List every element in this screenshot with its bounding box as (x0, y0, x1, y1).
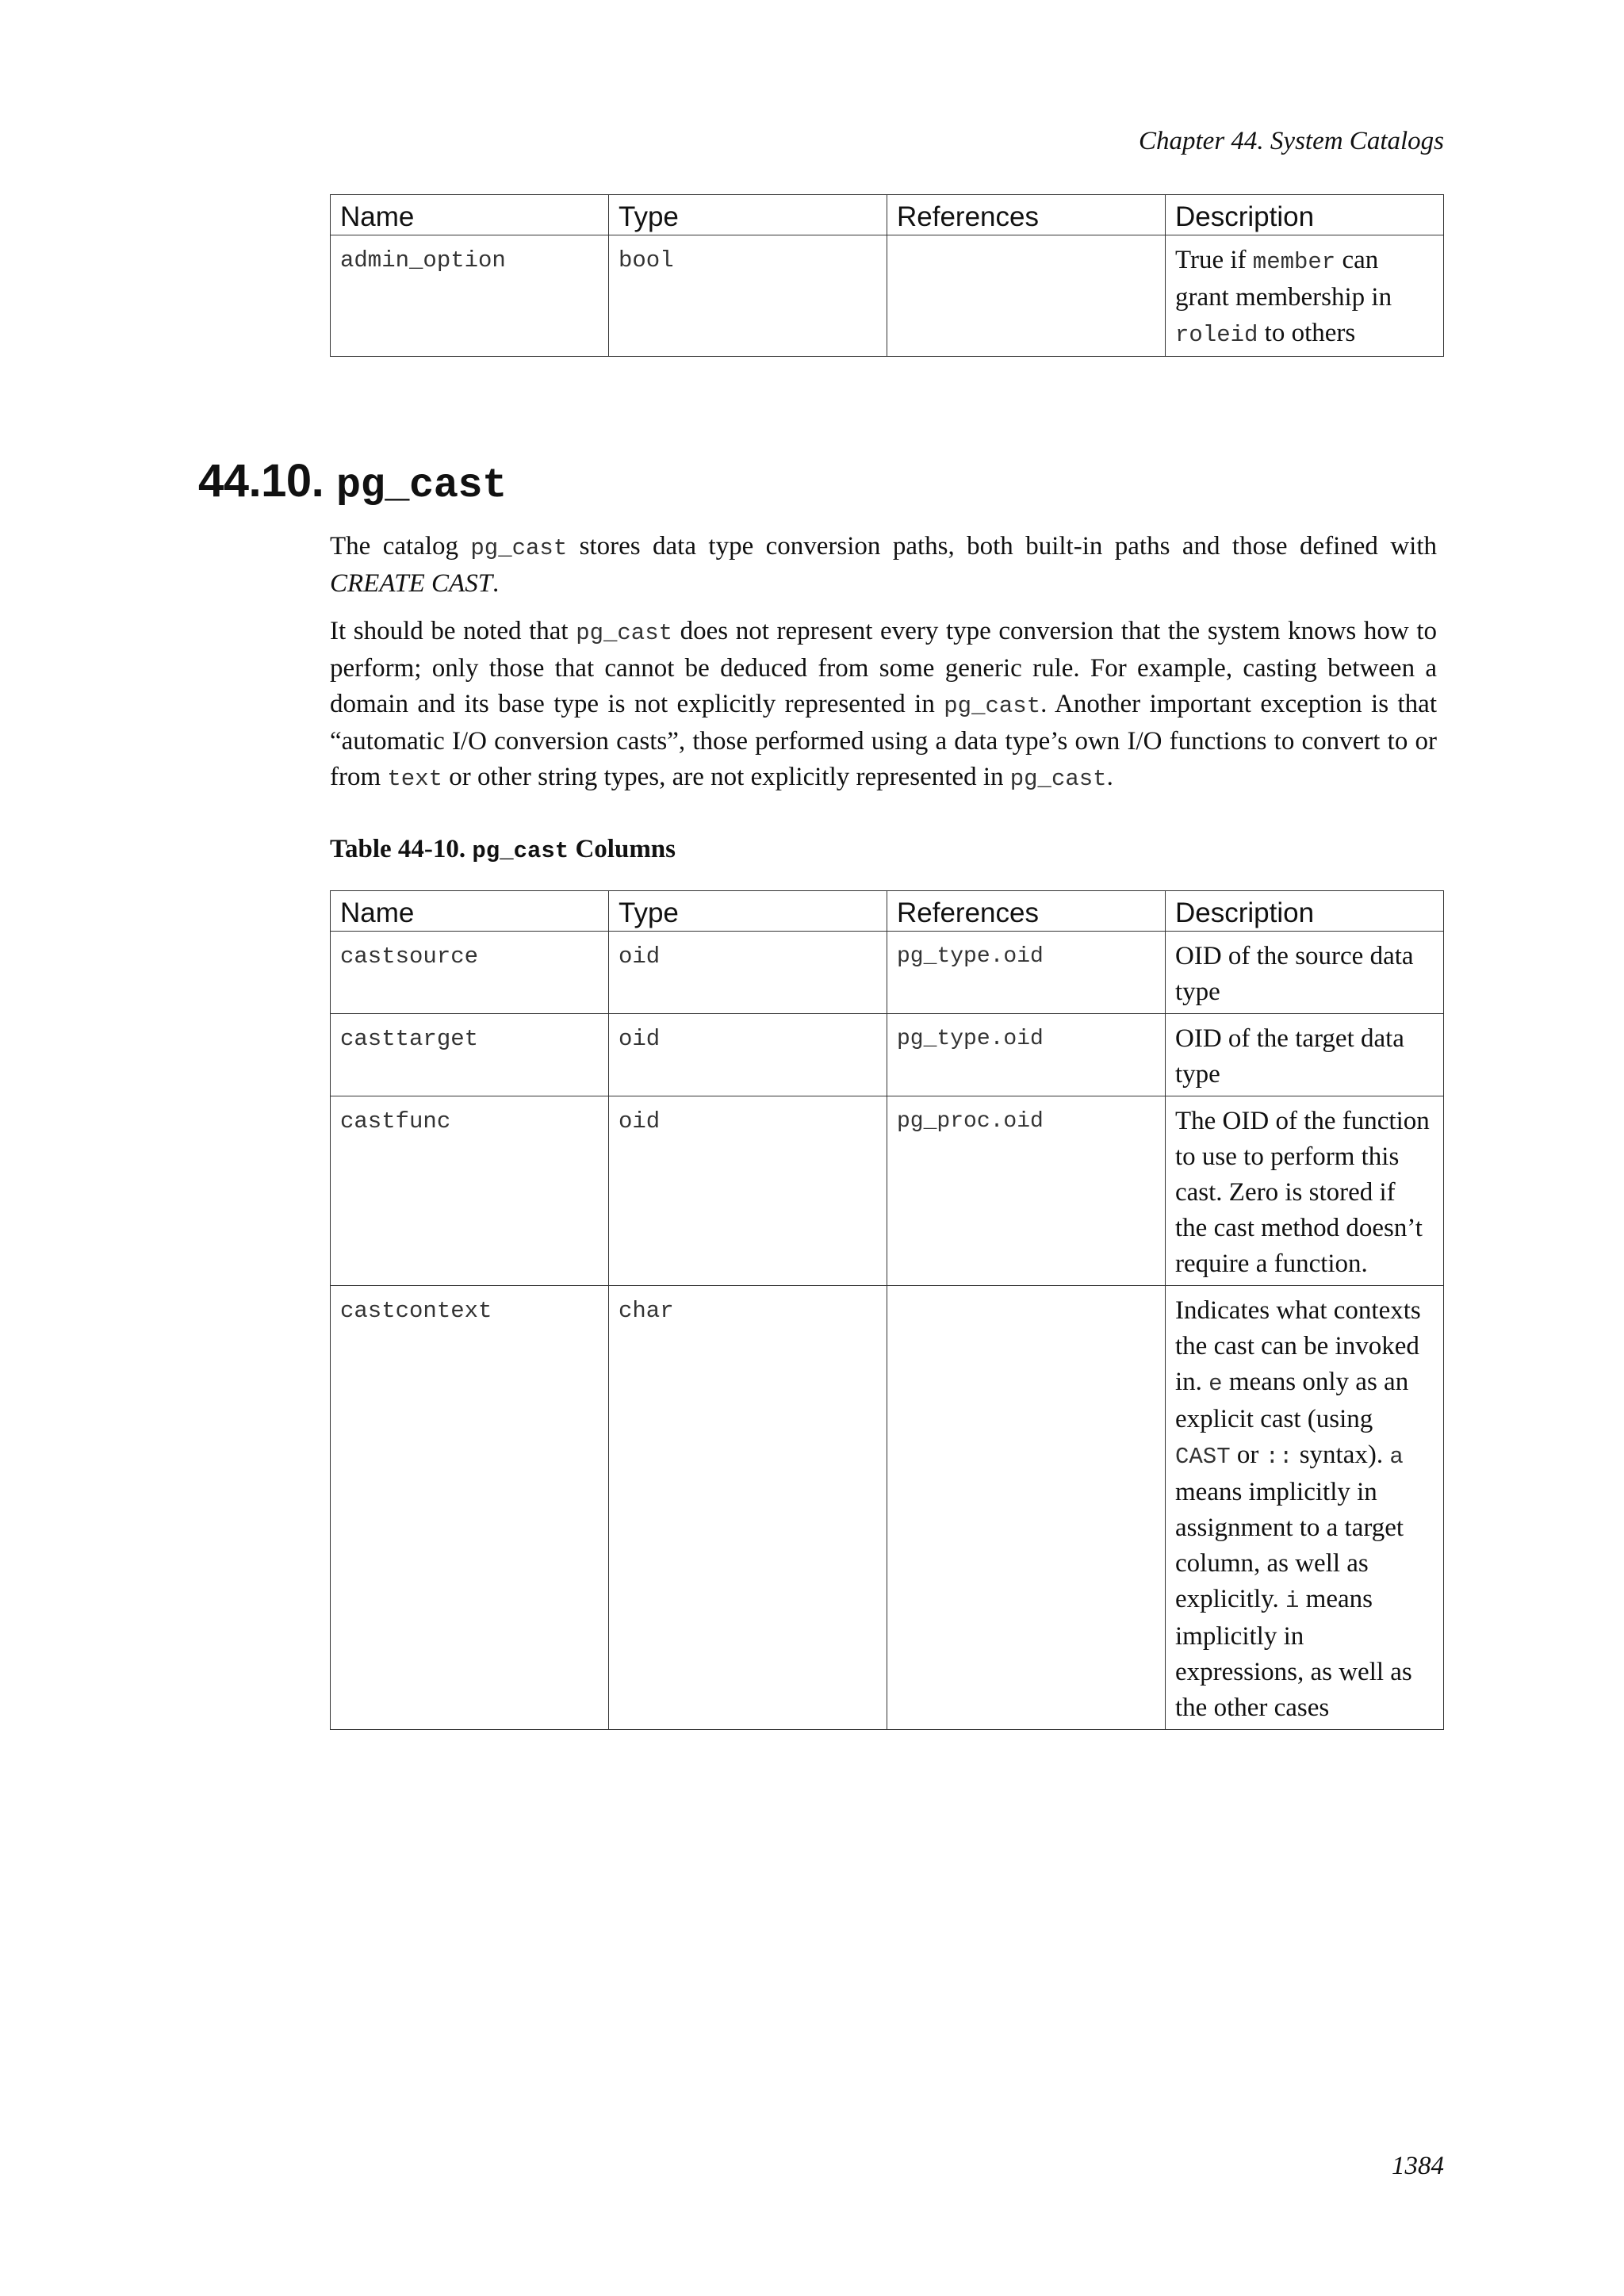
table-row (331, 1286, 1444, 1730)
cell-description: The OID of the function to use to perform this cast. Zero is stored if the cast method doesn’t require a function. (1166, 1096, 1444, 1286)
code-run: CAST (1175, 1444, 1231, 1470)
code-run: i (1285, 1588, 1300, 1614)
column-header-name: Name (331, 891, 609, 932)
pg-cast-columns-table (330, 890, 1444, 1730)
table-caption (330, 835, 676, 864)
code-run: pg_cast (470, 535, 568, 561)
code-run: :: (1265, 1444, 1293, 1470)
text-run: can grant membership in (1175, 246, 1392, 312)
cell-description: OID of the target data type (1166, 1014, 1444, 1096)
cell-name: admin_option (331, 235, 609, 357)
table-header-row (331, 195, 1444, 235)
text-run: means implicitly in assignment to a target column, as well as explicitly. (1175, 1478, 1404, 1613)
text-run: means implicitly in expressions, as well as the other cases (1175, 1585, 1412, 1722)
cell-name: castsource (331, 932, 609, 1014)
note-paragraph (330, 614, 1437, 797)
table-row (331, 1014, 1444, 1096)
cell-description (1166, 1286, 1444, 1730)
cell-type: bool (609, 235, 887, 357)
text-run: The catalog (330, 532, 471, 561)
cell-description: OID of the source data type (1166, 932, 1444, 1014)
column-header-name: Name (331, 195, 609, 235)
table-header-row (331, 891, 1444, 932)
code-run: pg_cast (1009, 766, 1107, 792)
text-run: True if (1175, 246, 1253, 274)
caption-code: pg_cast (472, 838, 569, 864)
text-run: It should be noted that (330, 617, 576, 645)
cell-name: castfunc (331, 1096, 609, 1286)
code-run: pg_cast (944, 693, 1041, 719)
text-run: . (1106, 763, 1113, 791)
code-run: a (1389, 1444, 1404, 1470)
column-header-references: References (887, 891, 1166, 932)
code-run: pg_cast (576, 620, 673, 646)
cell-references: pg_type.oid (887, 932, 1166, 1014)
cell-name: castcontext (331, 1286, 609, 1730)
role-members-table-continued (330, 194, 1444, 357)
column-header-type: Type (609, 195, 887, 235)
cell-description (1166, 235, 1444, 357)
text-run: means only as an explicit cast (using (1175, 1368, 1409, 1433)
column-header-references: References (887, 195, 1166, 235)
text-run: or (1230, 1441, 1266, 1469)
cell-type: oid (609, 1014, 887, 1096)
text-run: . Another important exception is that “automatic I/O conversion casts”, those performed using a data type’s own I/O functions to convert to or from (330, 690, 1437, 791)
text-run: or other string types, are not explicitly represented in (442, 763, 1010, 791)
text-run: . (492, 569, 500, 598)
cell-type: char (609, 1286, 887, 1730)
column-header-description: Description (1166, 195, 1444, 235)
cell-references: pg_proc.oid (887, 1096, 1166, 1286)
text-run: syntax). (1293, 1441, 1390, 1469)
caption-prefix: Table 44-10. (330, 835, 473, 863)
code-run: e (1208, 1371, 1223, 1397)
section-title: pg_cast (335, 462, 507, 509)
intro-paragraph (330, 529, 1437, 602)
table-row (331, 235, 1444, 357)
section-heading (198, 454, 507, 509)
code-run: text (387, 766, 443, 792)
cell-type: oid (609, 932, 887, 1014)
cell-type: oid (609, 1096, 887, 1286)
text-run: stores data type conversion paths, both built-in paths and those defined with (567, 532, 1437, 561)
section-number: 44.10. (198, 455, 324, 507)
text-run: Indicates what contexts the cast can be invoked in. (1175, 1296, 1421, 1396)
cell-name: casttarget (331, 1014, 609, 1096)
command-run: CREATE CAST (330, 569, 493, 598)
page-number: 1384 (1392, 2152, 1444, 2180)
cell-references: pg_type.oid (887, 1014, 1166, 1096)
cell-references (887, 1286, 1166, 1730)
caption-suffix: Columns (569, 835, 676, 863)
running-head: Chapter 44. System Catalogs (1139, 127, 1444, 155)
column-header-type: Type (609, 891, 887, 932)
text-run: to others (1258, 319, 1356, 347)
table-row (331, 932, 1444, 1014)
text-run: does not represent every type conversion that the system knows how to perform; only those that cannot be deduced from some generic rule. For example, casting between a domain and its base type is not explicitly represented in (330, 617, 1437, 718)
cell-references (887, 235, 1166, 357)
column-header-description: Description (1166, 891, 1444, 932)
code-run: roleid (1175, 322, 1258, 348)
table-row (331, 1096, 1444, 1286)
code-run: member (1252, 249, 1336, 275)
